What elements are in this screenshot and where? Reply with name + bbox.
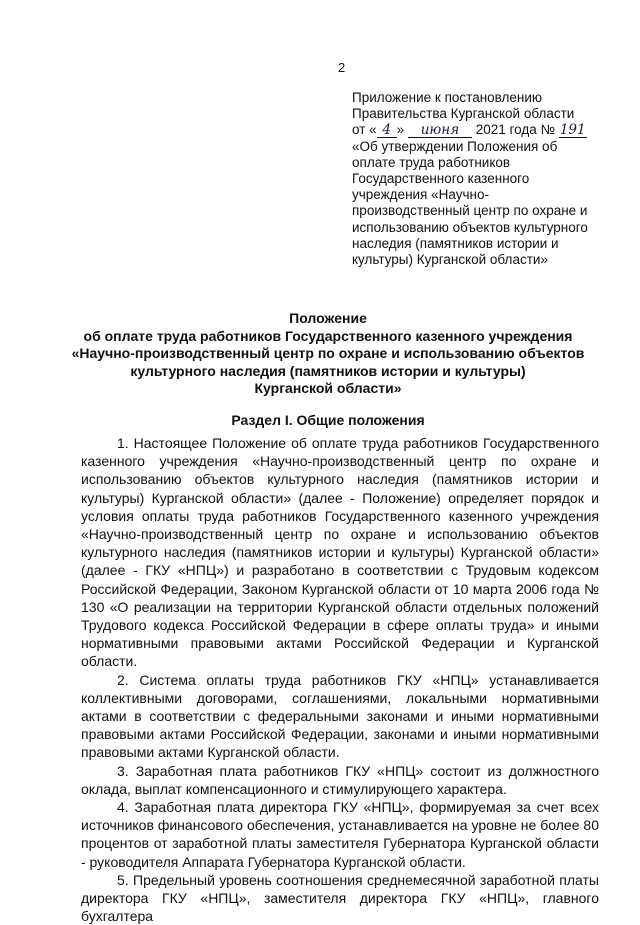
paragraph: 2. Система оплаты труда работников ГКУ «НПЦ» устанавливается коллективными договорами, соглашениями, локальными нормативными актами в соответствии с федеральными законами и иными нормативными правовыми актами Российской Федерации, законами и иными нормативными правовыми актами Курганской области. bbox=[81, 671, 599, 761]
handwritten-month: июня bbox=[408, 124, 472, 138]
handwritten-day: 4 bbox=[377, 124, 397, 138]
paragraph: 4. Заработная плата директора ГКУ «НПЦ», формируемая за счет всех источников финансового обеспечения, устанавливается на уровне не более 80 процентов от заработной платы заместителя Губернатора Курганской области - руководителя Аппарата Губернатора Курганской области. bbox=[81, 799, 599, 870]
paragraph: 1. Настоящее Положение об оплате труда работников Государственного казенного учреждения «Научно-производственный центр по охране и использованию объектов культурного наследия (памятников истории и культуры) Курганской области» (далее - Положение) определяет порядок и условия оплаты труда работников Государственного казенного учреждения «Научно-производственный центр по охране и использованию объектов культурного наследия (памятников истории и культуры) Курганской области» (далее - ГКУ «НПЦ») и разработано в соответствии с Трудовым кодексом Российской Федерации, Законом Курганской области от 10 марта 2006 года № 130 «О реализации на территории Курганской области отдельных положений Трудового кодекса Российской Федерации в сфере оплаты труда» и иными нормативными правовыми актами Российской Федерации и Курганской области. bbox=[81, 435, 599, 670]
handwritten-number: 191 bbox=[559, 122, 586, 139]
section-heading: Раздел I. Общие положения bbox=[231, 412, 425, 428]
appendix-line: культуры) Курганской области» bbox=[352, 252, 548, 268]
date-year: 2021 года № bbox=[475, 122, 555, 138]
title-line: Положение bbox=[289, 310, 367, 326]
appendix-line: производственный центр по охране и bbox=[352, 203, 588, 219]
appendix-block bbox=[352, 90, 602, 268]
appendix-line: «Об утверждении Положения об bbox=[352, 138, 558, 154]
appendix-line: Правительства Курганской области bbox=[352, 106, 575, 122]
appendix-line: учреждения «Научно- bbox=[352, 187, 489, 203]
document-body bbox=[81, 434, 599, 925]
document-title bbox=[60, 310, 596, 398]
date-mid: » bbox=[396, 122, 405, 138]
title-line: Курганской области» bbox=[254, 380, 402, 396]
title-line: об оплате труда работников Государственного казенного учреждения bbox=[83, 327, 573, 344]
appendix-line: Приложение к постановлению bbox=[352, 90, 543, 105]
page-number: 2 bbox=[338, 60, 346, 75]
appendix-line: наследия (памятников истории и bbox=[352, 235, 559, 251]
appendix-line: оплате труда работников bbox=[352, 154, 511, 170]
title-line: «Научно-производственный центр по охране и использованию объектов bbox=[71, 345, 585, 361]
paragraph: 5. Предельный уровень соотношения среднемесячной заработной платы директора ГКУ «НПЦ», заместителя директора ГКУ «НПЦ», главного бухгалтера bbox=[81, 871, 599, 925]
appendix-line: Государственного казенного bbox=[352, 171, 530, 187]
title-line: культурного наследия (памятников истории и культуры) bbox=[130, 362, 526, 379]
appendix-line: использованию объектов культурного bbox=[352, 219, 588, 235]
date-prefix: от « bbox=[352, 122, 377, 138]
paragraph: 3. Заработная плата работников ГКУ «НПЦ» состоит из должностного оклада, выплат компенсационного и стимулирующего характера. bbox=[81, 762, 599, 797]
appendix-date-line bbox=[352, 122, 602, 138]
